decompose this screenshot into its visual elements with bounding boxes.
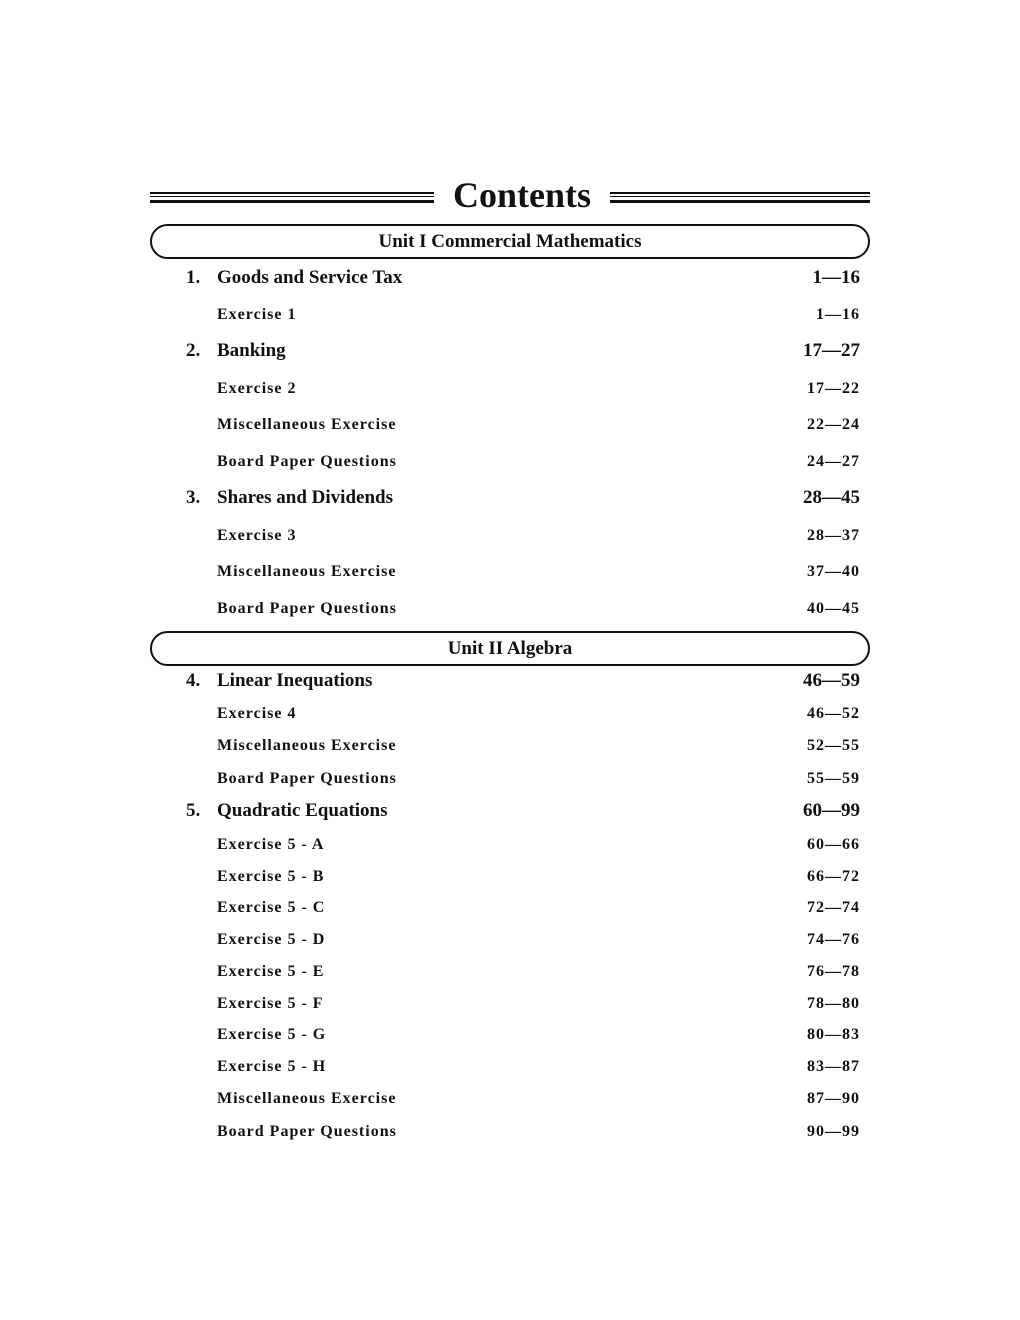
page-range: 90—99 <box>807 1123 860 1140</box>
toc-subentry[interactable] <box>150 1054 860 1080</box>
page-range: 28—37 <box>807 527 860 544</box>
subentry-title: Exercise 3 <box>217 527 297 544</box>
chapter-number: 2. <box>186 340 201 361</box>
subentry-title: Miscellaneous Exercise <box>217 1090 397 1107</box>
page-range: 24—27 <box>807 453 860 470</box>
page-range: 22—24 <box>807 416 860 433</box>
page-range: 28—45 <box>803 487 860 508</box>
toc-subentry[interactable] <box>150 991 860 1017</box>
toc-subentry[interactable] <box>150 864 860 890</box>
unit-banner: Unit II Algebra <box>150 631 870 666</box>
subentry-title: Miscellaneous Exercise <box>217 416 397 433</box>
page-range: 60—66 <box>807 836 860 853</box>
toc-subentry[interactable] <box>150 1086 860 1112</box>
chapter-title: Banking <box>217 340 286 361</box>
toc-subentry[interactable] <box>150 733 860 759</box>
page-range: 66—72 <box>807 868 860 885</box>
toc-subentry[interactable] <box>150 927 860 953</box>
subentry-title: Board Paper Questions <box>217 770 397 787</box>
toc-chapter[interactable] <box>150 338 860 364</box>
subentry-title: Board Paper Questions <box>217 453 397 470</box>
unit-banner: Unit I Commercial Mathematics <box>150 224 870 259</box>
toc-subentry[interactable] <box>150 1119 860 1145</box>
chapter-number: 5. <box>186 800 201 821</box>
page-range: 52—55 <box>807 737 860 754</box>
title-rule-left <box>150 192 434 204</box>
page-range: 1—16 <box>812 267 860 288</box>
subentry-title: Exercise 2 <box>217 380 297 397</box>
subentry-title: Miscellaneous Exercise <box>217 737 397 754</box>
subentry-title: Board Paper Questions <box>217 1123 397 1140</box>
page-range: 78—80 <box>807 995 860 1012</box>
toc-subentry[interactable] <box>150 832 860 858</box>
page-range: 76—78 <box>807 963 860 980</box>
page-range: 55—59 <box>807 770 860 787</box>
page-range: 17—22 <box>807 380 860 397</box>
page-range: 87—90 <box>807 1090 860 1107</box>
chapter-title: Shares and Dividends <box>217 487 393 508</box>
toc-subentry[interactable] <box>150 412 860 438</box>
title-rule-right <box>610 192 870 204</box>
chapter-title: Quadratic Equations <box>217 800 388 821</box>
subentry-title: Exercise 5 - A <box>217 836 325 853</box>
toc-subentry[interactable] <box>150 701 860 727</box>
subentry-title: Exercise 5 - F <box>217 995 324 1012</box>
toc-subentry[interactable] <box>150 376 860 402</box>
subentry-title: Exercise 1 <box>217 306 297 323</box>
toc-subentry[interactable] <box>150 596 860 622</box>
subentry-title: Exercise 5 - E <box>217 963 325 980</box>
page-range: 40—45 <box>807 600 860 617</box>
toc-chapter[interactable] <box>150 798 860 824</box>
toc-subentry[interactable] <box>150 766 860 792</box>
toc-chapter[interactable] <box>150 485 860 511</box>
page-range: 83—87 <box>807 1058 860 1075</box>
toc-chapter[interactable] <box>150 265 860 291</box>
chapter-title: Linear Inequations <box>217 670 373 691</box>
page-title: Contents <box>452 175 591 215</box>
toc-subentry[interactable] <box>150 1022 860 1048</box>
page-range: 60—99 <box>803 800 860 821</box>
subentry-title: Exercise 5 - H <box>217 1058 327 1075</box>
toc-subentry[interactable] <box>150 559 860 585</box>
toc-chapter[interactable] <box>150 668 860 694</box>
contents-heading <box>150 172 870 218</box>
subentry-title: Exercise 5 - D <box>217 931 326 948</box>
chapter-title: Goods and Service Tax <box>217 267 403 288</box>
subentry-title: Board Paper Questions <box>217 600 397 617</box>
chapter-number: 3. <box>186 487 201 508</box>
page-range: 1—16 <box>816 306 860 323</box>
subentry-title: Exercise 5 - B <box>217 868 325 885</box>
subentry-title: Exercise 5 - G <box>217 1026 327 1043</box>
toc-subentry[interactable] <box>150 959 860 985</box>
toc-subentry[interactable] <box>150 449 860 475</box>
page-range: 72—74 <box>807 899 860 916</box>
page-range: 37—40 <box>807 563 860 580</box>
chapter-number: 4. <box>186 670 201 691</box>
subentry-title: Miscellaneous Exercise <box>217 563 397 580</box>
page-range: 74—76 <box>807 931 860 948</box>
page-range: 46—52 <box>807 705 860 722</box>
subentry-title: Exercise 5 - C <box>217 899 326 916</box>
page-range: 17—27 <box>803 340 860 361</box>
page-range: 80—83 <box>807 1026 860 1043</box>
subentry-title: Exercise 4 <box>217 705 297 722</box>
toc-subentry[interactable] <box>150 523 860 549</box>
page-range: 46—59 <box>803 670 860 691</box>
toc-subentry[interactable] <box>150 895 860 921</box>
chapter-number: 1. <box>186 267 201 288</box>
toc-subentry[interactable] <box>150 302 860 328</box>
